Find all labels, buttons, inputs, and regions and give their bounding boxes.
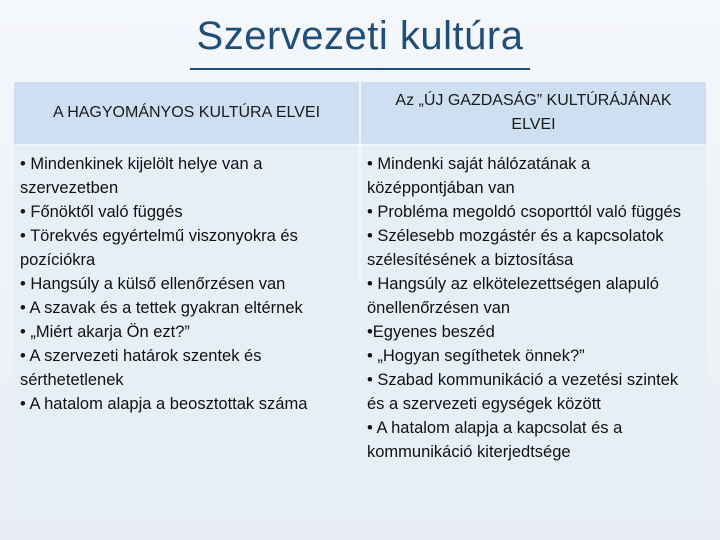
list-item: •Egyenes beszéd bbox=[367, 323, 495, 341]
list-item: • A szavak és a tettek gyakran eltérnek bbox=[20, 299, 303, 317]
traditional-principles-column bbox=[14, 146, 359, 520]
new-economy-principles-column bbox=[361, 146, 706, 520]
list-item: • Hangsúly a külső ellenőrzésen van bbox=[20, 275, 286, 293]
list-item: • Törekvés egyértelmű viszonyokra és pozíciókra bbox=[20, 227, 298, 269]
slide-title: Szervezeti kultúra bbox=[196, 14, 524, 58]
list-item: • Szabad kommunikáció a vezetési szintek és a szervezeti egységek között bbox=[367, 371, 679, 413]
list-item: • A hatalom alapja a kapcsolat és a kommunikáció kiterjedtsége bbox=[367, 419, 623, 461]
list-item: • Szélesebb mozgástér és a kapcsolatok szélesítésének a biztosítása bbox=[367, 227, 664, 269]
list-item: • A hatalom alapja a beosztottak száma bbox=[20, 395, 308, 413]
list-item: • Mindenkinek kijelölt helye van a szervezetben bbox=[20, 155, 263, 197]
list-item: • „Miért akarja Ön ezt?” bbox=[20, 323, 190, 341]
list-item: • Mindenki saját hálózatának a középpontjában van bbox=[367, 155, 591, 197]
list-item: • „Hogyan segíthetek önnek?” bbox=[367, 347, 585, 365]
list-item: • A szervezeti határok szentek és sérthetetlenek bbox=[20, 347, 262, 389]
title-underline bbox=[190, 68, 530, 70]
list-item: • Probléma megoldó csoporttól való függés bbox=[367, 203, 681, 221]
header-traditional-culture: A HAGYOMÁNYOS KULTÚRA ELVEI bbox=[14, 82, 359, 144]
list-item: • Főnöktől való függés bbox=[20, 203, 183, 221]
list-item: • Hangsúly az elkötelezettségen alapuló önellenőrzésen van bbox=[367, 275, 659, 317]
header-new-economy-culture: Az „ÚJ GAZDASÁG” KULTÚRÁJÁNAK ELVEI bbox=[361, 82, 706, 144]
